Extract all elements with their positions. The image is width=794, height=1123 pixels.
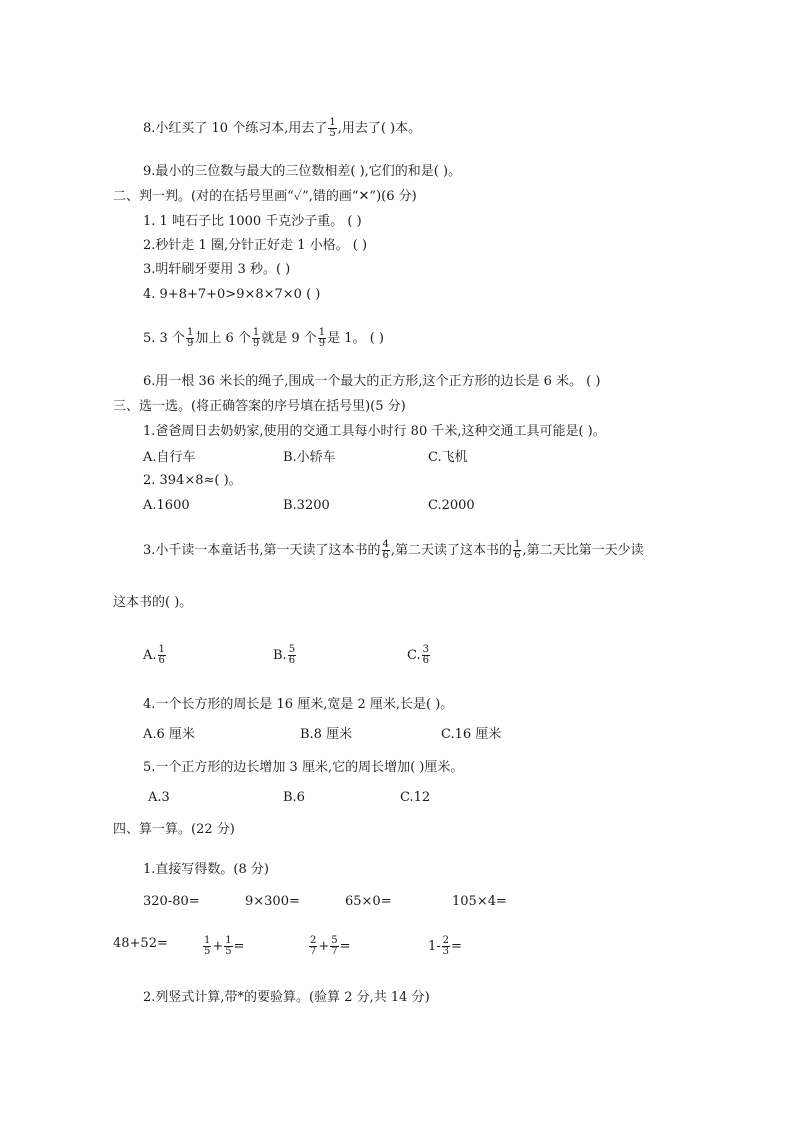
choice-q3-option-a: A. $\frac{1}{6}$: [143, 644, 165, 666]
fraction: $\frac{2}{3}$: [442, 935, 450, 957]
fraction: $\frac{3}{6}$: [422, 644, 429, 666]
judge-q5: 5. 3 个 $\frac{1}{9}$ 加上 6 个 $\frac{1}{9}$ 就是 9 个 $\frac{1}{9}$ 是 1。 ( ): [143, 327, 384, 349]
judge-q3: 3.明轩刷牙要用 3 秒。( ): [143, 262, 291, 277]
section-2-heading: 二、判一判。(对的在括号里画“✓”,错的画“✕”)(6 分): [113, 189, 417, 204]
judge-q2: 2.秒针走 1 圈,分针正好走 1 小格。 ( ): [143, 238, 368, 253]
choice-q2: 2. 394×8≈( )。: [143, 473, 242, 488]
choice-q3-option-b: B. $\frac{5}{6}$: [273, 644, 296, 666]
choice-q4-option-c: C.16 厘米: [441, 727, 502, 742]
choice-q3: 3.小千读一本童话书,第一天读了这本书的 $\frac{4}{6}$ ,第二天读了这本书的 $\frac{1}{6}$ ,第二天比第一天少读: [143, 539, 644, 561]
calc-expr-7: $\frac{2}{7}$ + $\frac{5}{7}$ =: [310, 935, 351, 957]
choice-q5: 5.一个正方形的边长增加 3 厘米,它的周长增加( )厘米。: [143, 760, 464, 775]
choice-q2-option-a: A.1600: [143, 498, 190, 513]
choice-q1: 1.爸爸周日去奶奶家,使用的交通工具每小时行 80 千米,这种交通工具可能是( )。: [143, 424, 606, 439]
choice-q5-option-b: B.6: [283, 790, 305, 805]
choice-q3-option-c: C. $\frac{3}{6}$: [407, 644, 429, 666]
calc-sub1-heading: 1.直接写得数。(8 分): [143, 862, 269, 877]
fraction: $\frac{1}{5}$: [225, 935, 232, 957]
q8-text-after: ,用去了( )本。: [337, 121, 422, 136]
judge-q4: 4. 9+8+7+0>9×8×7×0 ( ): [143, 287, 321, 302]
calc-expr-8: 1- $\frac{2}{3}$ =: [428, 935, 462, 957]
section-4-heading: 四、算一算。(22 分): [113, 822, 235, 837]
choice-q2-option-c: C.2000: [428, 498, 475, 513]
fraction: $\frac{1}{6}$: [514, 539, 521, 561]
calc-expr-5: 48+52=: [113, 936, 168, 951]
choice-q4-option-a: A.6 厘米: [143, 727, 195, 742]
question-9: 9.最小的三位数与最大的三位数相差( ),它们的和是( )。: [143, 164, 462, 179]
question-8: [143, 118, 421, 139]
calc-expr-2: 9×300=: [245, 894, 300, 909]
fraction: $\frac{1}{6}$: [158, 644, 165, 666]
choice-q4: 4.一个长方形的周长是 16 厘米,宽是 2 厘米,长是( )。: [143, 697, 454, 712]
choice-q1-option-a: A.自行车: [143, 450, 196, 465]
calc-expr-1: 320-80=: [143, 894, 200, 909]
fraction: $\frac{1}{5}$: [329, 117, 336, 139]
choice-q1-option-b: B.小轿车: [283, 450, 336, 465]
choice-q4-option-b: B.8 厘米: [300, 727, 353, 742]
judge-q6: 6.用一根 36 米长的绳子,围成一个最大的正方形,这个正方形的边长是 6 米。 ( ): [143, 374, 601, 389]
fraction: $\frac{4}{6}$: [382, 539, 389, 561]
choice-q2-option-b: B.3200: [283, 498, 330, 513]
q8-text: 8.小红买了 10 个练习本,用去了: [143, 121, 328, 136]
fraction: $\frac{1}{9}$: [186, 327, 194, 349]
fraction: $\frac{1}{9}$: [318, 327, 326, 349]
judge-q1: 1. 1 吨石子比 1000 千克沙子重。 ( ): [143, 214, 362, 229]
fraction: $\frac{2}{7}$: [310, 935, 317, 957]
section-3-heading: 三、选一选。(将正确答案的序号填在括号里)(5 分): [113, 399, 406, 414]
choice-q1-option-c: C.飞机: [428, 450, 468, 465]
calc-expr-3: 65×0=: [345, 894, 392, 909]
calc-sub2-heading: 2.列竖式计算,带*的要验算。(验算 2 分,共 14 分): [143, 990, 430, 1005]
calc-expr-4: 105×4=: [452, 894, 507, 909]
choice-q5-option-c: C.12: [400, 790, 431, 805]
fraction: $\frac{1}{5}$: [204, 935, 211, 957]
choice-q5-option-a: A.3: [148, 790, 170, 805]
calc-expr-6: $\frac{1}{5}$ + $\frac{1}{5}$ =: [204, 935, 245, 957]
fraction: $\frac{5}{7}$: [331, 935, 338, 957]
fraction: $\frac{1}{9}$: [252, 327, 260, 349]
choice-q3-line2: 这本书的( )。: [113, 595, 193, 610]
fraction: $\frac{5}{6}$: [288, 644, 296, 666]
